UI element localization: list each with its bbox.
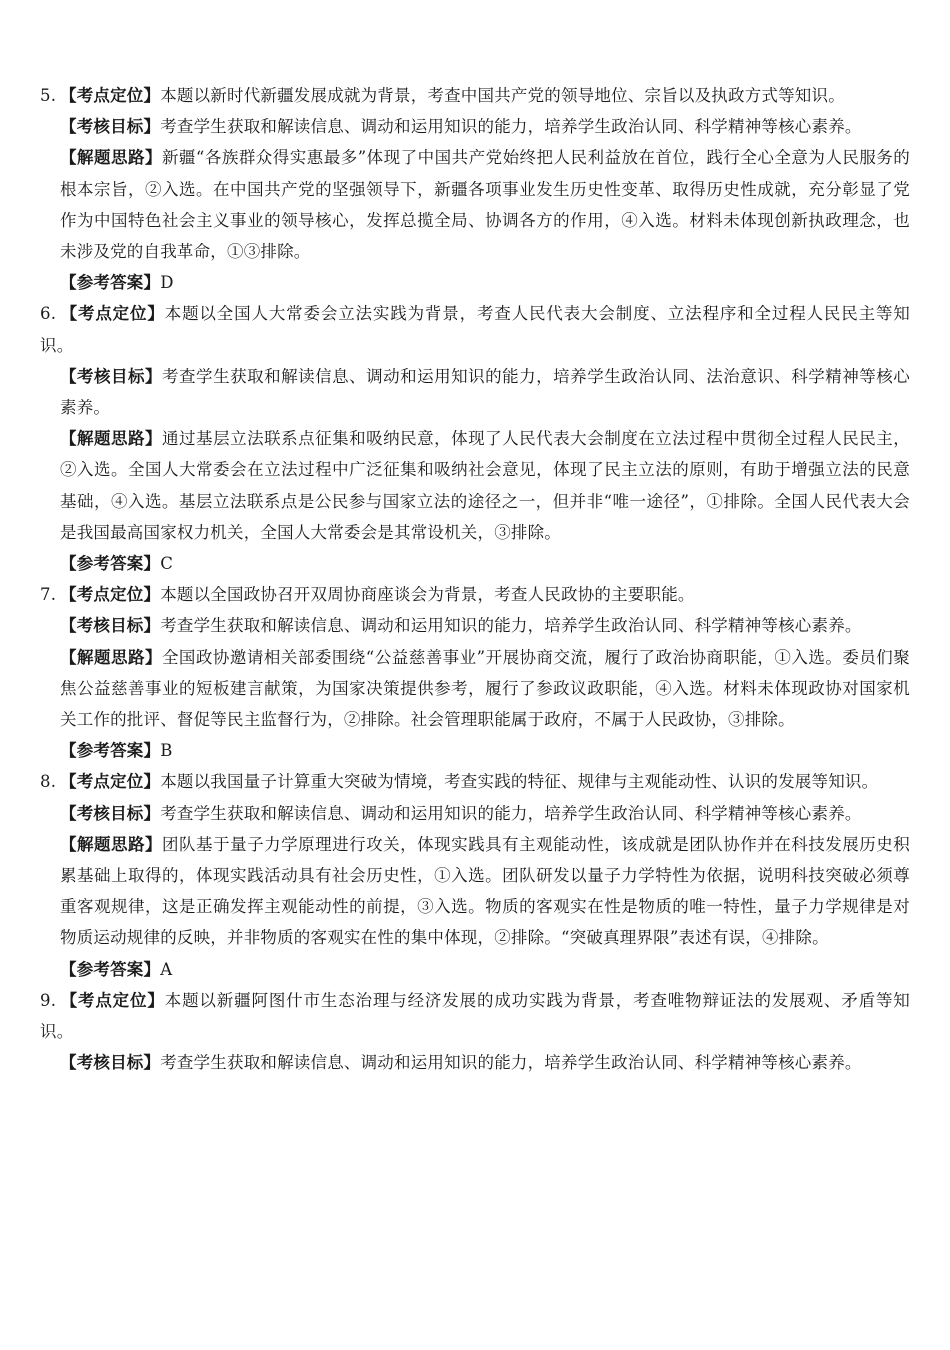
point-text: 本题以新时代新疆发展成就为背景，考查中国共产党的领导地位、宗旨以及执政方式等知识。 <box>160 86 845 105</box>
goal-text: 考查学生获取和解读信息、调动和运用知识的能力，培养学生政治认同、科学精神等核心素养。 <box>160 616 862 636</box>
q7-goal <box>40 610 910 641</box>
goal-text: 考查学生获取和解读信息、调动和运用知识的能力，培养学生政治认同、科学精神等核心素养。 <box>160 803 862 823</box>
question-8 <box>40 766 910 984</box>
goal-label: 【考核目标】 <box>60 366 163 386</box>
question-number: 5. <box>40 86 57 105</box>
idea-label: 【解题思路】 <box>60 148 162 168</box>
idea-text: 全国政协邀请相关部委围绕“公益慈善事业”开展协商交流，履行了政治协商职能，①入选。委员们聚焦公益慈善事业的短板建言献策，为国家决策提供参考，履行了参政议政职能，④入选。材料未体现政协对国家机关工作的批评、督促等民主监督行为，②排除。社会管理职能属于政府，不属于人民政协，③排除。 <box>60 647 910 730</box>
answer-label: 【参考答案】 <box>60 273 161 293</box>
q9-point <box>40 985 910 1047</box>
question-number: 8. <box>40 772 57 792</box>
point-label: 【考点定位】 <box>60 990 165 1010</box>
q8-goal <box>40 798 910 829</box>
goal-text: 考查学生获取和解读信息、调动和运用知识的能力，培养学生政治认同、科学精神等核心素养。 <box>160 117 862 137</box>
question-7 <box>40 579 910 766</box>
q6-goal <box>40 361 910 423</box>
idea-label: 【解题思路】 <box>60 647 162 667</box>
point-label: 【考点定位】 <box>60 585 161 605</box>
answer-label: 【参考答案】 <box>60 741 161 761</box>
point-text: 本题以我国量子计算重大突破为情境，考查实践的特征、规律与主观能动性、认识的发展等知识。 <box>160 772 879 792</box>
q7-idea <box>40 642 910 736</box>
q8-idea <box>40 829 910 954</box>
q7-point <box>40 579 910 610</box>
point-label: 【考点定位】 <box>60 86 161 105</box>
question-5 <box>40 80 910 298</box>
question-number: 6. <box>40 304 57 324</box>
answer-text: D <box>160 273 174 293</box>
q5-goal <box>40 111 910 142</box>
goal-text: 考查学生获取和解读信息、调动和运用知识的能力，培养学生政治认同、科学精神等核心素养。 <box>160 1053 862 1073</box>
q9-goal <box>40 1047 910 1078</box>
goal-label: 【考核目标】 <box>60 616 161 636</box>
q5-idea <box>40 142 910 267</box>
idea-text: 团队基于量子力学原理进行攻关，体现实践具有主观能动性，该成就是团队协作并在科技发展历史积累基础上取得的，体现实践活动具有社会历史性，①入选。团队研发以量子力学特性为依据，说明科技突破必须尊重客观规律，这是正确发挥主观能动性的前提，③入选。物质的客观实在性是物质的唯一特性，量子力学规律是对物质运动规律的反映，并非物质的客观实在性的集中体现，②排除。“突破真理界限”表述有误，④排除。 <box>60 834 910 948</box>
point-label: 【考点定位】 <box>60 772 161 792</box>
answer-text: C <box>160 554 174 574</box>
point-label: 【考点定位】 <box>60 304 165 324</box>
idea-label: 【解题思路】 <box>60 834 163 854</box>
answer-text: B <box>160 741 173 761</box>
goal-label: 【考核目标】 <box>60 803 161 823</box>
q6-idea <box>40 423 910 548</box>
q6-answer <box>40 548 910 579</box>
q7-answer <box>40 735 910 766</box>
answer-label: 【参考答案】 <box>60 554 161 574</box>
q5-point <box>40 80 910 111</box>
idea-text: 通过基层立法联系点征集和吸纳民意，体现了人民代表大会制度在立法过程中贯彻全过程人民民主，②入选。全国人大常委会在立法过程中广泛征集和吸纳社会意见，体现了民主立法的原则，有助于增强立法的民意基础，④入选。基层立法联系点是公民参与国家立法的途径之一，但并非“唯一途径”，①排除。全国人民代表大会是我国最高国家权力机关，全国人大常委会是其常设机关，③排除。 <box>60 429 910 542</box>
q8-answer <box>40 954 910 985</box>
question-number: 7. <box>40 585 57 605</box>
question-number: 9. <box>40 990 57 1010</box>
idea-text: 新疆“各族群众得实惠最多”体现了中国共产党始终把人民利益放在首位，践行全心全意为人民服务的根本宗旨，②入选。在中国共产党的坚强领导下，新疆各项事业发生历史性变革、取得历史性成就，充分彰显了党作为中国特色社会主义事业的领导核心，发挥总揽全局、协调各方的作用，④入选。材料未体现创新执政理念，也未涉及党的自我革命，①③排除。 <box>60 148 910 262</box>
q6-point <box>40 298 910 360</box>
point-text: 本题以全国人大常委会立法实践为背景，考查人民代表大会制度、立法程序和全过程人民民主等知识。 <box>40 304 910 355</box>
goal-label: 【考核目标】 <box>60 1053 161 1073</box>
idea-label: 【解题思路】 <box>60 429 163 449</box>
question-6 <box>40 298 910 579</box>
q8-point <box>40 766 910 797</box>
q5-answer <box>40 267 910 298</box>
point-text: 本题以全国政协召开双周协商座谈会为背景，考查人民政协的主要职能。 <box>160 585 695 605</box>
goal-text: 考查学生获取和解读信息、调动和运用知识的能力，培养学生政治认同、法治意识、科学精神等核心素养。 <box>60 366 910 418</box>
answer-text: A <box>160 959 173 979</box>
goal-label: 【考核目标】 <box>60 117 161 137</box>
question-9 <box>40 985 910 1079</box>
point-text: 本题以新疆阿图什市生态治理与经济发展的成功实践为背景，考查唯物辩证法的发展观、矛盾等知识。 <box>40 990 910 1042</box>
answer-label: 【参考答案】 <box>60 959 161 979</box>
